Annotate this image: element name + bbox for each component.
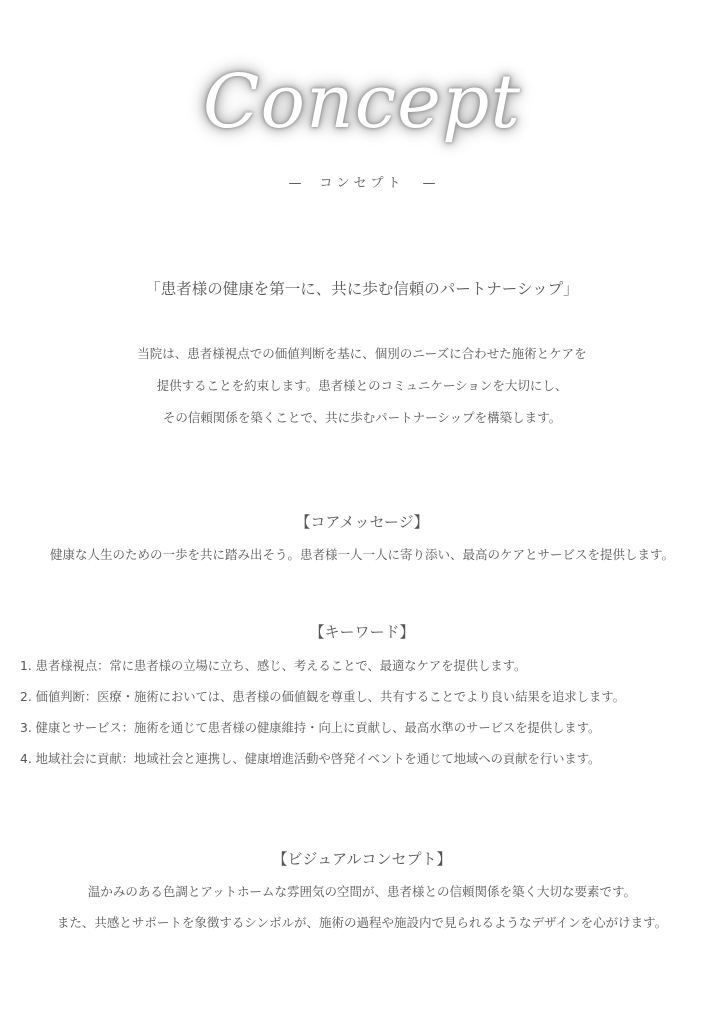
keyword-item: 1. 患者様視点：常に患者様の立場に立ち、感じ、考えることで、最適なケアを提供します。 (20, 659, 527, 673)
page-title: Concept (202, 59, 522, 145)
keyword-item: 4. 地域社会に貢献：地域社会と連携し、健康増進活動や啓発イベントを通じて地域への貢献を行います。 (20, 752, 601, 766)
subtitle-text: コンセプト (319, 176, 405, 191)
keywords-heading: 【キーワード】 (309, 623, 415, 641)
tagline: 「患者様の健康を第一に、共に歩む信頼のパートナーシップ」 (145, 280, 579, 298)
subtitle-dash-right: — (422, 176, 436, 191)
intro-line: その信頼関係を築くことで、共に歩むパートナーシップを構築します。 (162, 410, 562, 425)
visual-concept-text (0, 882, 724, 944)
keyword-item: 2. 価値判断：医療・施術においては、患者様の価値観を尊重し、共有することでより良い結果を追求します。 (20, 690, 625, 704)
core-message-heading: 【コアメッセージ】 (295, 513, 429, 531)
intro-line: 当院は、患者様視点での価値判断を基に、個別のニーズに合わせた施術とケアを (137, 346, 587, 361)
visual-concept-heading: 【ビジュアルコンセプト】 (272, 850, 452, 868)
intro-line: 提供することを約束します。患者様とのコミュニケーションを大切にし、 (156, 378, 568, 393)
core-message-text: 健康な人生のための一歩を共に踏み出そう。患者様一人一人に寄り添い、最高のケアとサービスを提供します。 (49, 547, 674, 562)
keywords-list (20, 656, 710, 780)
visual-concept-line: また、共感とサポートを象徴するシンボルが、施術の過程や施設内で見られるようなデザインを心がけます。 (56, 915, 668, 930)
visual-concept-line: 温かみのある色調とアットホームな雰囲気の空間が、患者様との信頼関係を築く大切な要素です。 (87, 884, 637, 899)
subtitle-dash-left: — (288, 176, 302, 191)
intro-paragraph (0, 344, 724, 440)
keyword-item: 3. 健康とサービス：施術を通じて患者様の健康維持・向上に貢献し、最高水準のサービスを提供します。 (20, 721, 601, 735)
page-subtitle (0, 172, 724, 191)
